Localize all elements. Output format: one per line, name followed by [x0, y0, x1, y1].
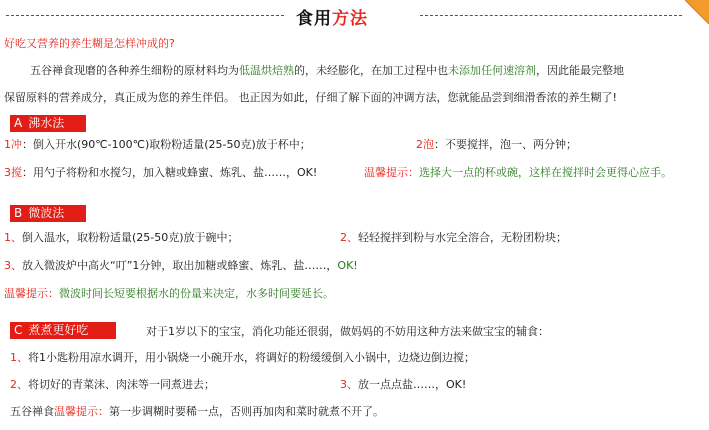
section-b-step-2 [340, 230, 567, 246]
intro-highlight-no-additive: 未添加任何速溶剂 [448, 64, 536, 77]
title-accent: 方法 [332, 9, 368, 29]
tip-label: 温馨提示： [54, 405, 109, 418]
section-a-tip [364, 165, 672, 181]
step-text: 轻轻搅拌到粉与水完全溶合，无粉团粉块； [358, 231, 567, 244]
intro-highlight-roasted: 低温烘焙熟 [239, 64, 294, 77]
section-b-step-3 [4, 258, 358, 274]
step-text: 将切好的青菜沫、肉沫等一同煮进去； [28, 378, 215, 391]
section-b-letter: B [14, 206, 23, 220]
header-divider-left [6, 15, 284, 16]
tip-text: 选择大一点的杯或碗，这样在搅拌时会更得心应手。 [419, 166, 672, 179]
step-number: 2泡 [416, 138, 434, 151]
section-a-letter: A [14, 116, 23, 130]
section-c-step-3 [340, 377, 466, 393]
page-title [296, 4, 368, 29]
step-text: 将1小匙粉用凉水调开，用小锅烧一小碗开水，将调好的粉缓缓倒入小锅中，边烧边倒边搅； [28, 351, 475, 364]
step-number: 3搅 [4, 166, 22, 179]
step-number: 2、 [10, 378, 28, 391]
section-c-letter: C [14, 323, 23, 337]
intro-text: 五谷禅食现磨的各种养生细粉的原材料均为 [30, 64, 239, 77]
step-text: 放一点点盐……，OK! [358, 378, 467, 391]
tip-prefix: 五谷禅食 [10, 405, 54, 418]
section-b-tip [4, 286, 334, 302]
step-number: 3、 [4, 259, 22, 272]
tip-label: 温馨提示： [4, 287, 59, 300]
intro-text: 的，未经膨化，在加工过程中也 [294, 64, 448, 77]
intro-question: 好吃又营养的养生糊是怎样冲成的? [4, 37, 175, 50]
section-b-badge [10, 205, 86, 222]
corner-fold-icon [685, 0, 709, 24]
tip-label: 温馨提示： [364, 166, 419, 179]
title-main: 食用 [296, 9, 332, 29]
step-ok: OK! [337, 259, 358, 272]
section-c-intro: 对于1岁以下的宝宝，消化功能还很弱，做妈妈的不妨用这种方法来做宝宝的辅食： [146, 325, 549, 338]
header-divider-right [420, 15, 682, 16]
step-text: 倒入温水，取粉粉适量(25-50克)放于碗中； [22, 231, 239, 244]
step-number: 1冲 [4, 138, 22, 151]
tip-text: 微波时间长短要根据水的份量来决定，水多时间要延长。 [59, 287, 334, 300]
intro-text: ，因此能最完整地 [536, 64, 624, 77]
section-a-step-3 [4, 165, 317, 181]
intro-paragraph-line1 [30, 63, 624, 79]
section-header [0, 2, 709, 28]
step-text: ：用勺子将粉和水搅匀，加入糖或蜂蜜、炼乳、盐……，OK! [22, 166, 318, 179]
step-text: ：不要搅拌，泡一、两分钟； [434, 138, 577, 151]
step-number: 1、 [4, 231, 22, 244]
section-a-title: 沸水法 [28, 116, 65, 130]
section-c-badge [10, 322, 116, 339]
section-c-title: 煮煮更好吃 [28, 323, 89, 337]
section-a-step-1 [4, 137, 311, 153]
intro-paragraph-line2: 保留原料的营养成分，真正成为您的养生伴侣。 也正因为如此，仔细了解下面的冲调方法，您就能品尝到细滑香浓的养生糊了! [4, 91, 617, 104]
step-number: 1、 [10, 351, 28, 364]
section-b-title: 微波法 [28, 206, 65, 220]
section-a-step-2 [416, 137, 577, 153]
section-a-badge [10, 115, 86, 132]
step-text: ：倒入开水(90℃-100℃)取粉粉适量(25-50克)放于杯中； [22, 138, 311, 151]
step-number: 3、 [340, 378, 358, 391]
tip-text: 第一步调糊时要稀一点，否则再加肉和菜时就煮不开了。 [109, 405, 384, 418]
section-b-step-1 [4, 230, 239, 246]
section-c-step-1 [10, 350, 475, 366]
section-c-tip [10, 404, 384, 420]
section-c-step-2 [10, 377, 215, 393]
step-number: 2、 [340, 231, 358, 244]
step-text: 放入微波炉中高火“叮”1分钟，取出加糖或蜂蜜、炼乳、盐……， [22, 259, 338, 272]
